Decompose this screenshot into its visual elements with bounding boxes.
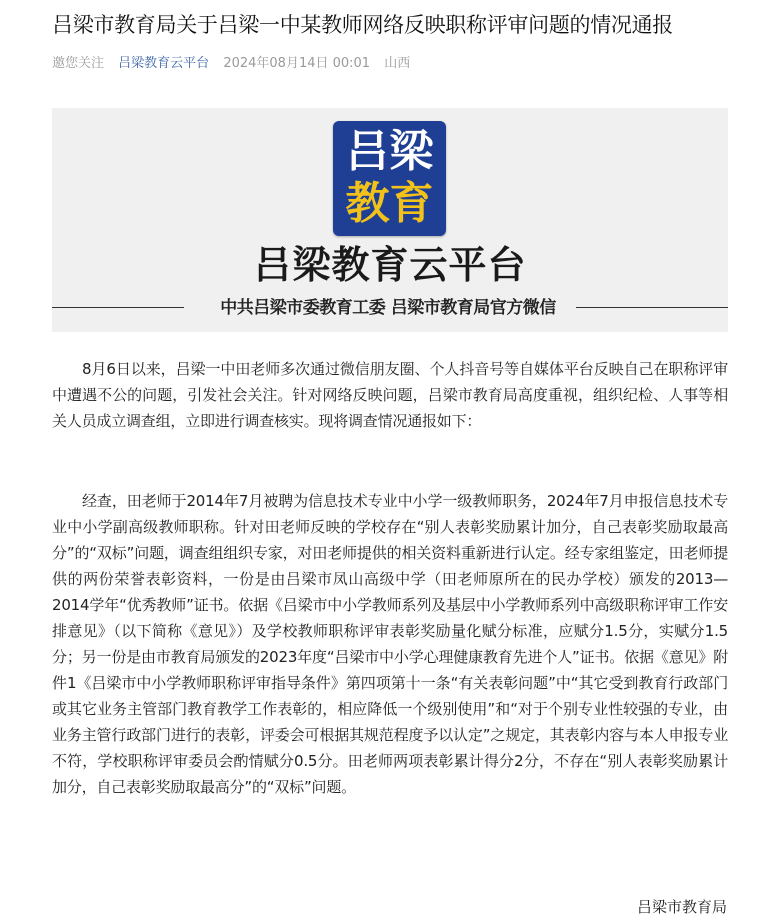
body-paragraph-2: 经查，田老师于2014年7月被聘为信息技术专业中小学一级教师职务，2024年7月申报信息技术专业中小学副高级教师职称。针对田老师反映的学校存在“别人表彰奖励累计加分，自己表彰奖励取最高分”的“双标”问题，调查组组织专家，对田老师提供的相关资料重新进行认定。经专家组鉴定，田老师提供的两份荣誉表彰资料，一份是由吕梁市凤山高级中学（田老师原所在的民办学校）颁发的2013—2014学年“优秀教师”证书。依据《吕梁市中小学教师系列及基层中小学教师系列中高级职称评审工作安排意见》（以下简称《意见》）及学校教师职称评审表彰奖励量化赋分标准，应赋分1.5分，实赋分1.5分；另一份是由市教育局颁发的2023年度“吕梁市中小学心理健康教育先进个人”证书。依据《意见》附件1《吕梁市中小学教师职称评审指导条件》第四项第十一条“有关表彰问题”中“其它受到教育行政部门或其它业务主管部门教育教学工作表彰的，相应降低一个级别使用”和“对于个别专业性较强的专业，由业务主管行政部门进行的表彰，评委会可根据其规范程度予以认定”之规定，其表彰内容与本人申报专业不符，学校职称评审委员会酌情赋分0.5分。田老师两项表彰累计得分2分，不存在“别人表彰奖励累计加分，自己表彰奖励取最高分”的“双标”问题。 (52, 492, 728, 796)
banner-image (52, 108, 728, 332)
source-link[interactable]: 吕梁教育云平台 (118, 56, 210, 71)
banner-subtitle: 中共吕梁市委教育工委 吕梁市教育局官方微信 (220, 298, 556, 318)
platform-name: 吕梁教育云平台 (253, 242, 527, 287)
logo-text-line1: 吕梁 (345, 126, 434, 177)
banner-rule-left (52, 307, 184, 308)
publish-location: 山西 (384, 56, 411, 71)
signature: 吕梁市教育局 (636, 898, 727, 916)
logo-text-line2: 教育 (345, 178, 434, 229)
platform-logo (333, 121, 446, 236)
article-meta (52, 54, 752, 74)
body-paragraph-1: 8月6日以来，吕梁一中田老师多次通过微信朋友圈、个人抖音号等自媒体平台反映自己在职称评审中遭遇不公的问题，引发社会关注。针对网络反映问题，吕梁市教育局高度重视，组织纪检、人事等相关人员成立调查组，立即进行调查核实。现将调查情况通报如下： (52, 360, 728, 430)
article-title: 吕梁市教育局关于吕梁一中某教师网络反映职称评审问题的情况通报 (52, 13, 673, 37)
publish-datetime: 2024年08月14日 00:01 (223, 56, 371, 71)
follow-label: 邀您关注 (52, 56, 105, 71)
banner-rule-right (576, 307, 728, 308)
